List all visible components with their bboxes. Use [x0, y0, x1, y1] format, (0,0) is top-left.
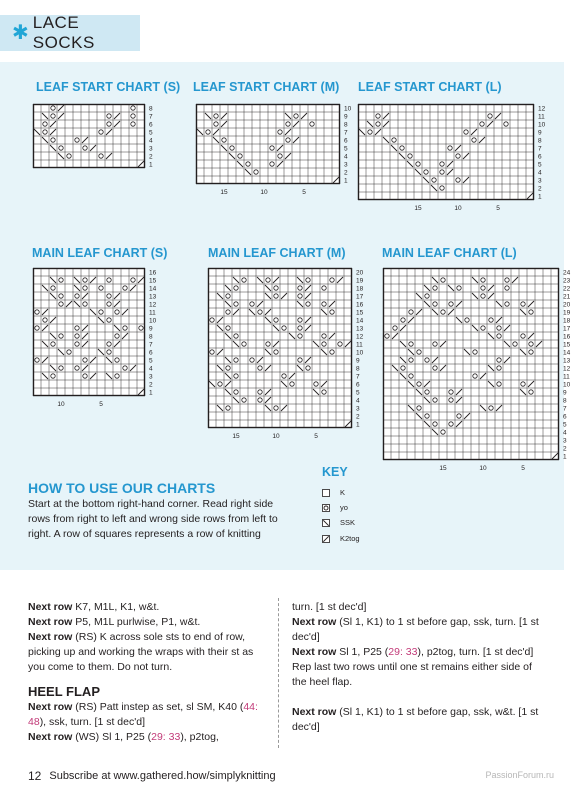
row-number: 23	[563, 277, 571, 285]
row-number: 14	[356, 317, 364, 325]
chart-title: LEAF START CHART (S)	[36, 80, 181, 94]
row-number: 3	[344, 161, 348, 169]
yo-circle-icon	[322, 504, 330, 512]
row-number: 6	[149, 349, 153, 357]
row-number: 5	[563, 421, 567, 429]
row-number: 7	[149, 113, 153, 121]
row-number: 10	[356, 349, 364, 357]
section-title: LACE SOCKS	[32, 13, 95, 52]
row-number: 1	[344, 177, 348, 185]
section-header	[0, 15, 140, 51]
row-number: 2	[344, 169, 348, 177]
row-number: 9	[563, 389, 567, 397]
row-number: 2	[356, 413, 360, 421]
row-number: 16	[149, 269, 157, 277]
row-number: 1	[149, 161, 153, 169]
paragraph: Next row (RS) K across sole sts to end of row, picking up and working the wraps with their st as you come to them. Do not turn.	[28, 631, 254, 673]
column-number: 5	[314, 433, 318, 440]
row-number: 20	[563, 301, 571, 309]
column-number: 10	[479, 465, 487, 472]
row-number: 6	[563, 413, 567, 421]
row-number: 6	[538, 153, 542, 161]
knitting-chart-grid	[33, 268, 165, 412]
row-number: 17	[356, 293, 364, 301]
row-number: 7	[149, 341, 153, 349]
row-number: 11	[356, 341, 363, 349]
row-number: 1	[149, 389, 153, 397]
row-number: 24	[563, 269, 571, 277]
row-number: 9	[344, 113, 348, 121]
subscribe-text: Subscribe at www.gathered.how/simplyknitting	[49, 770, 276, 782]
knitting-chart-grid	[196, 104, 360, 200]
row-number: 7	[563, 405, 567, 413]
knitting-chart-grid	[208, 268, 372, 444]
chart-title: MAIN LEAF CHART (M)	[208, 246, 346, 260]
row-number: 3	[538, 177, 542, 185]
watermark: PassionForum.ru	[485, 770, 554, 780]
row-number: 5	[149, 357, 153, 365]
row-number: 3	[149, 373, 153, 381]
row-number: 7	[356, 373, 360, 381]
ssk-slash-icon	[322, 519, 330, 527]
key-item-k: K	[322, 488, 345, 497]
knitting-chart-grid	[33, 104, 165, 184]
key-item-ssk: SSK	[322, 518, 355, 527]
column-number: 10	[454, 205, 462, 212]
row-number: 17	[563, 325, 571, 333]
row-number: 5	[149, 129, 153, 137]
row-number: 9	[149, 325, 153, 333]
row-number: 7	[344, 129, 348, 137]
column-number: 10	[57, 401, 65, 408]
row-number: 16	[563, 333, 571, 341]
chart-title: MAIN LEAF CHART (L)	[382, 246, 517, 260]
row-number: 15	[149, 277, 157, 285]
row-number: 6	[149, 121, 153, 129]
asterisk-icon: ✱	[12, 22, 29, 44]
page-number: 12	[28, 769, 42, 783]
key-item-k2tog: K2tog	[322, 534, 360, 543]
row-number: 1	[563, 453, 567, 461]
column-number: 15	[414, 205, 422, 212]
column-number: 5	[99, 401, 103, 408]
row-number: 13	[356, 325, 364, 333]
paragraph: Next row (RS) Patt instep as set, sl SM, K40 (44: 48), ssk, turn. [1 st dec'd]	[28, 701, 258, 728]
paragraph: Next row (WS) Sl 1, P25 (29: 33), p2tog,	[28, 731, 219, 743]
row-number: 19	[356, 277, 364, 285]
knitting-chart-grid	[358, 104, 554, 216]
row-number: 7	[538, 145, 542, 153]
empty-square-icon	[322, 489, 330, 497]
row-number: 1	[356, 421, 360, 429]
column-divider	[278, 598, 279, 748]
column-number: 5	[302, 189, 306, 196]
row-number: 4	[149, 365, 153, 373]
row-number: 4	[563, 429, 567, 437]
row-number: 6	[356, 381, 360, 389]
row-number: 8	[149, 105, 153, 113]
row-number: 8	[344, 121, 348, 129]
row-number: 2	[149, 381, 153, 389]
row-number: 10	[344, 105, 352, 113]
row-number: 8	[356, 365, 360, 373]
row-number: 4	[344, 153, 348, 161]
row-number: 3	[563, 437, 567, 445]
paragraph: Next row K7, M1L, K1, w&t.	[28, 601, 160, 613]
row-number: 11	[149, 309, 156, 317]
row-number: 4	[356, 397, 360, 405]
row-number: 14	[563, 349, 571, 357]
left-column	[28, 600, 273, 745]
row-number: 2	[538, 185, 542, 193]
column-number: 15	[220, 189, 228, 196]
chart-title: MAIN LEAF CHART (S)	[32, 246, 168, 260]
row-number: 5	[344, 145, 348, 153]
key-item-yo: yo	[322, 503, 348, 512]
page-footer	[28, 769, 276, 783]
column-number: 10	[260, 189, 268, 196]
row-number: 21	[563, 293, 571, 301]
row-number: 10	[149, 317, 157, 325]
row-number: 15	[356, 309, 364, 317]
row-number: 12	[356, 333, 364, 341]
row-number: 13	[563, 357, 571, 365]
howto-title: HOW TO USE OUR CHARTS	[28, 480, 216, 496]
row-number: 9	[356, 357, 360, 365]
row-number: 4	[538, 169, 542, 177]
k2tog-slash-icon	[322, 535, 330, 543]
row-number: 6	[344, 137, 348, 145]
row-number: 8	[149, 333, 153, 341]
row-number: 5	[356, 389, 360, 397]
row-number: 10	[538, 121, 546, 129]
paragraph: Next row Sl 1, P25 (29: 33), p2tog, turn. [1 st dec'd]	[292, 646, 534, 658]
right-column	[292, 600, 542, 735]
row-number: 11	[538, 113, 545, 121]
row-number: 19	[563, 309, 571, 317]
row-number: 3	[149, 145, 153, 153]
row-number: 12	[149, 301, 157, 309]
row-number: 2	[149, 153, 153, 161]
row-number: 5	[538, 161, 542, 169]
knitting-chart-grid	[383, 268, 579, 476]
row-number: 18	[563, 317, 571, 325]
paragraph: Next row P5, M1L purlwise, P1, w&t.	[28, 616, 201, 628]
column-number: 15	[439, 465, 447, 472]
row-number: 3	[356, 405, 360, 413]
paragraph: Next row (Sl 1, K1) to 1 st before gap, ssk, w&t. [1 st dec'd]	[292, 706, 539, 733]
key-title: KEY	[322, 465, 348, 479]
column-number: 5	[521, 465, 525, 472]
row-number: 12	[563, 365, 571, 373]
row-number: 4	[149, 137, 153, 145]
row-number: 1	[538, 193, 542, 201]
row-number: 10	[563, 381, 571, 389]
row-number: 9	[538, 129, 542, 137]
row-number: 13	[149, 293, 157, 301]
row-number: 8	[563, 397, 567, 405]
row-number: 16	[356, 301, 364, 309]
column-number: 5	[496, 205, 500, 212]
chart-title: LEAF START CHART (M)	[193, 80, 340, 94]
paragraph: Next row (Sl 1, K1) to 1 st before gap, ssk, turn. [1 st dec'd]	[292, 616, 539, 643]
paragraph: turn. [1 st dec'd]	[292, 601, 367, 613]
column-number: 15	[232, 433, 240, 440]
row-number: 20	[356, 269, 364, 277]
row-number: 8	[538, 137, 542, 145]
chart-title: LEAF START CHART (L)	[358, 80, 502, 94]
column-number: 10	[272, 433, 280, 440]
row-number: 15	[563, 341, 571, 349]
row-number: 11	[563, 373, 570, 381]
howto-text: Start at the bottom right-hand corner. Read right side rows from right to left and wrong side rows from left to right. A row of squares represents a row of knitting	[28, 498, 278, 540]
row-number: 18	[356, 285, 364, 293]
row-number: 22	[563, 285, 571, 293]
row-number: 2	[563, 445, 567, 453]
paragraph: Rep last two rows until one st remains either side of the heel flap.	[292, 661, 532, 688]
row-number: 12	[538, 105, 546, 113]
row-number: 14	[149, 285, 157, 293]
heel-flap-heading: HEEL FLAP	[28, 684, 100, 699]
